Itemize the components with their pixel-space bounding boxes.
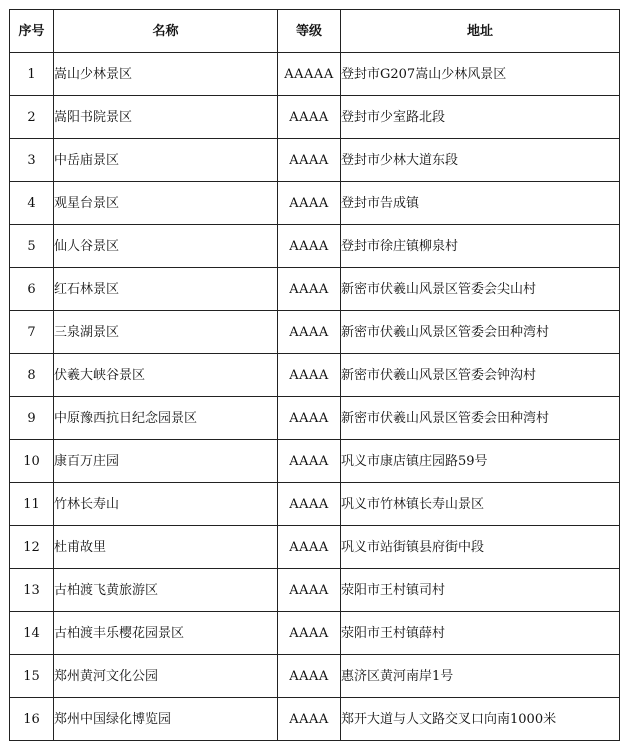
- row-name: 伏羲大峡谷景区: [54, 354, 278, 397]
- row-grade: AAAA: [278, 655, 341, 698]
- row-index: 8: [10, 354, 54, 397]
- header-row: [10, 10, 620, 53]
- row-address: 登封市少室路北段: [341, 96, 620, 139]
- row-index: 13: [10, 569, 54, 612]
- row-name: 古柏渡飞黄旅游区: [54, 569, 278, 612]
- row-index: 11: [10, 483, 54, 526]
- row-grade: AAAAA: [278, 53, 341, 96]
- row-name: 康百万庄园: [54, 440, 278, 483]
- row-index: 9: [10, 397, 54, 440]
- table-row: [10, 53, 620, 96]
- header-index: 序号: [10, 10, 54, 53]
- row-index: 12: [10, 526, 54, 569]
- row-address: 荥阳市王村镇薛村: [341, 612, 620, 655]
- scenic-area-table: [9, 9, 620, 741]
- row-index: 4: [10, 182, 54, 225]
- row-name: 中岳庙景区: [54, 139, 278, 182]
- table-row: [10, 655, 620, 698]
- row-address: 巩义市站街镇县府街中段: [341, 526, 620, 569]
- row-index: 1: [10, 53, 54, 96]
- row-address: 登封市徐庄镇柳泉村: [341, 225, 620, 268]
- table-row: [10, 698, 620, 741]
- row-grade: AAAA: [278, 354, 341, 397]
- row-name: 郑州黄河文化公园: [54, 655, 278, 698]
- row-grade: AAAA: [278, 139, 341, 182]
- row-address: 登封市G207嵩山少林风景区: [341, 53, 620, 96]
- row-index: 15: [10, 655, 54, 698]
- table-row: [10, 354, 620, 397]
- row-grade: AAAA: [278, 526, 341, 569]
- row-name: 竹林长寿山: [54, 483, 278, 526]
- row-address: 荥阳市王村镇司村: [341, 569, 620, 612]
- table-row: [10, 397, 620, 440]
- row-grade: AAAA: [278, 225, 341, 268]
- row-address: 新密市伏羲山风景区管委会田种湾村: [341, 397, 620, 440]
- table-row: [10, 526, 620, 569]
- table-row: [10, 440, 620, 483]
- row-index: 3: [10, 139, 54, 182]
- row-index: 5: [10, 225, 54, 268]
- row-address: 新密市伏羲山风景区管委会田种湾村: [341, 311, 620, 354]
- table-row: [10, 268, 620, 311]
- row-name: 红石林景区: [54, 268, 278, 311]
- row-address: 巩义市竹林镇长寿山景区: [341, 483, 620, 526]
- row-grade: AAAA: [278, 397, 341, 440]
- row-name: 观星台景区: [54, 182, 278, 225]
- row-name: 嵩阳书院景区: [54, 96, 278, 139]
- row-grade: AAAA: [278, 182, 341, 225]
- row-name: 仙人谷景区: [54, 225, 278, 268]
- table-row: [10, 612, 620, 655]
- header-address: 地址: [341, 10, 620, 53]
- table-row: [10, 569, 620, 612]
- row-index: 2: [10, 96, 54, 139]
- row-address: 惠济区黄河南岸1号: [341, 655, 620, 698]
- row-address: 登封市告成镇: [341, 182, 620, 225]
- row-grade: AAAA: [278, 612, 341, 655]
- row-name: 古柏渡丰乐樱花园景区: [54, 612, 278, 655]
- row-address: 登封市少林大道东段: [341, 139, 620, 182]
- table-row: [10, 96, 620, 139]
- table-row: [10, 139, 620, 182]
- row-name: 中原豫西抗日纪念园景区: [54, 397, 278, 440]
- row-address: 新密市伏羲山风景区管委会钟沟村: [341, 354, 620, 397]
- row-index: 7: [10, 311, 54, 354]
- row-index: 14: [10, 612, 54, 655]
- table-row: [10, 483, 620, 526]
- header-grade: 等级: [278, 10, 341, 53]
- row-address: 新密市伏羲山风景区管委会尖山村: [341, 268, 620, 311]
- row-name: 郑州中国绿化博览园: [54, 698, 278, 741]
- row-grade: AAAA: [278, 569, 341, 612]
- table-row: [10, 311, 620, 354]
- row-grade: AAAA: [278, 96, 341, 139]
- row-address: 郑开大道与人文路交叉口向南1000米: [341, 698, 620, 741]
- row-address: 巩义市康店镇庄园路59号: [341, 440, 620, 483]
- row-grade: AAAA: [278, 311, 341, 354]
- row-name: 三泉湖景区: [54, 311, 278, 354]
- table-row: [10, 182, 620, 225]
- table-row: [10, 225, 620, 268]
- row-name: 杜甫故里: [54, 526, 278, 569]
- row-index: 16: [10, 698, 54, 741]
- row-grade: AAAA: [278, 698, 341, 741]
- header-name: 名称: [54, 10, 278, 53]
- row-grade: AAAA: [278, 483, 341, 526]
- row-index: 10: [10, 440, 54, 483]
- row-grade: AAAA: [278, 268, 341, 311]
- row-grade: AAAA: [278, 440, 341, 483]
- row-index: 6: [10, 268, 54, 311]
- row-name: 嵩山少林景区: [54, 53, 278, 96]
